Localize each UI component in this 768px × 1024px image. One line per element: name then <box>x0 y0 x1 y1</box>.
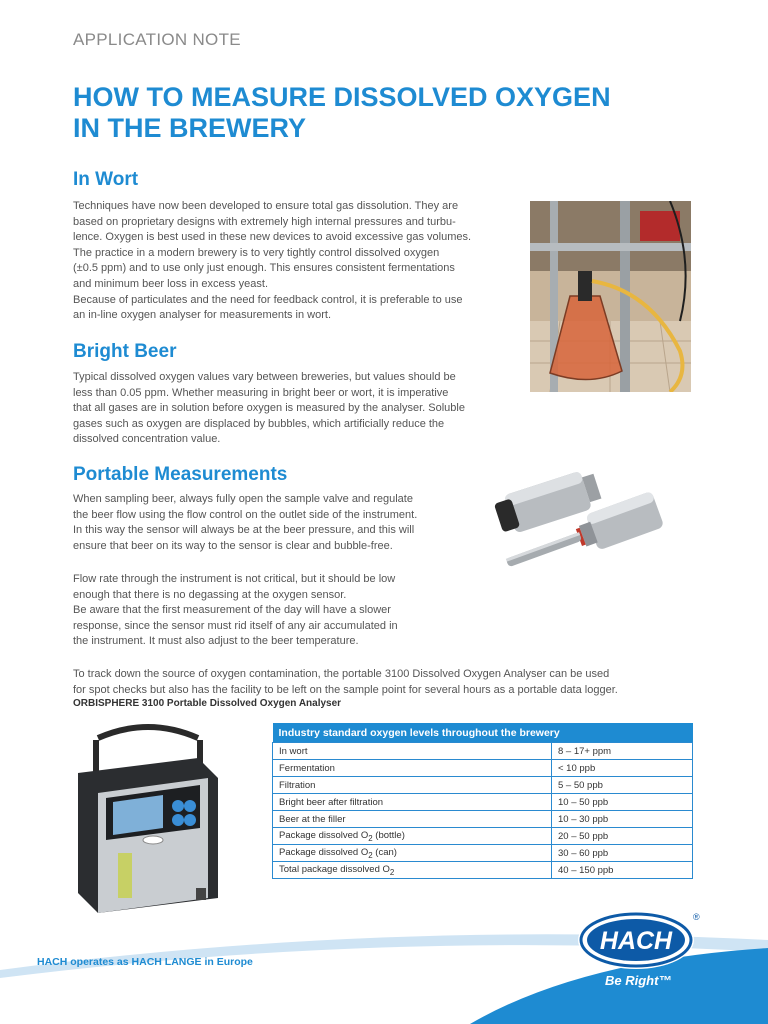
text-line: response, since the sensor must rid itself of any air accumulated in <box>73 619 398 632</box>
paragraph-bright-beer <box>73 370 513 448</box>
table-header-row <box>273 723 693 743</box>
oxygen-sensor-photo <box>480 450 690 570</box>
value-cell: 20 – 50 ppb <box>552 828 693 845</box>
subscript: 2 <box>368 850 373 860</box>
figure-caption: ORBISPHERE 3100 Portable Dissolved Oxygen Analyser <box>73 698 342 709</box>
heading-in-wort: In Wort <box>73 169 139 190</box>
text-line: Flow rate through the instrument is not critical, but it should be low <box>73 573 396 585</box>
value-cell: 10 – 50 ppb <box>552 794 693 811</box>
title-line-2: IN THE BREWERY <box>73 113 307 143</box>
stage-text: Package dissolved O <box>279 846 369 858</box>
table-row <box>273 828 693 845</box>
analyser-device-photo <box>68 718 228 918</box>
paragraph-portable-b <box>73 572 473 650</box>
stage-suffix: (can) <box>372 846 397 858</box>
table-header: Industry standard oxygen levels throughout the brewery <box>273 723 693 743</box>
value-cell: 40 – 150 ppb <box>552 862 693 879</box>
value-cell: 5 – 50 ppb <box>552 777 693 794</box>
registered-mark: ® <box>693 912 700 922</box>
text-line: that all gases are in solution before oxygen is measured by the analyser. Soluble <box>73 402 465 415</box>
stage-cell: Beer at the filler <box>273 811 552 828</box>
text-line: enough that there is no degassing at the oxygen sensor. <box>73 588 347 601</box>
document-label: APPLICATION NOTE <box>73 30 241 49</box>
table-row <box>273 794 693 811</box>
text-line: In this way the sensor will always be at the beer pressure, and this will <box>73 524 415 537</box>
hach-logo <box>576 908 700 972</box>
subscript: 2 <box>368 833 373 843</box>
stage-text: Package dissolved O <box>279 829 369 841</box>
text-line: Typical dissolved oxygen values vary between breweries, but values should be <box>73 371 456 383</box>
text-line: dissolved concentration value. <box>73 433 221 446</box>
text-line: based on proprietary designs with extremely high internal pressures and turbu- <box>73 215 456 228</box>
text-line: Techniques have now been developed to ensure total gas dissolution. They are <box>73 200 459 212</box>
stage-cell: Fermentation <box>273 760 552 777</box>
text-line: the instrument. It must also adjust to the beer temperature. <box>73 635 359 648</box>
text-line: and minimum beer loss in excess yeast. <box>73 277 269 290</box>
text-line: the beer flow using the flow control on the outlet side of the instrument. <box>73 508 418 521</box>
heading-bright-beer: Bright Beer <box>73 341 177 362</box>
value-cell: 8 – 17+ ppm <box>552 743 693 760</box>
text-line: To track down the source of oxygen contamination, the portable 3100 Dissolved Oxygen Analyser can be used <box>73 668 610 680</box>
wort-sampling-photo <box>530 201 691 392</box>
text-line: When sampling beer, always fully open the sample valve and regulate <box>73 493 413 505</box>
stage-cell: Bright beer after filtration <box>273 794 552 811</box>
logo-text: HACH <box>599 927 673 955</box>
tagline: Be Right™ <box>605 973 672 988</box>
value-cell: 10 – 30 ppb <box>552 811 693 828</box>
subscript: 2 <box>389 867 395 877</box>
table-row <box>273 811 693 828</box>
stage-cell <box>273 845 552 862</box>
stage-cell: Filtration <box>273 777 552 794</box>
text-line: an in-line oxygen analyser for measurements in wort. <box>73 309 332 322</box>
footer-note: HACH operates as HACH LANGE in Europe <box>37 956 253 968</box>
text-line: ensure that beer on its way to the sensor is clear and bubble-free. <box>73 539 393 552</box>
paragraph-portable-a <box>73 492 473 554</box>
table-row <box>273 845 693 862</box>
value-cell: 30 – 60 ppb <box>552 845 693 862</box>
text-line: Because of particulates and the need for feedback control, it is preferable to use <box>73 293 463 306</box>
page-title <box>73 82 713 144</box>
heading-portable-measurements: Portable Measurements <box>73 464 288 485</box>
stage-suffix: (bottle) <box>372 829 405 841</box>
title-line-1: HOW TO MEASURE DISSOLVED OXYGEN <box>73 82 611 112</box>
text-line: gases such as oxygen are displaced by bubbles, which artificially reduce the <box>73 417 445 430</box>
stage-text: Total package dissolved O <box>279 863 390 875</box>
table-row <box>273 777 693 794</box>
table-row <box>273 760 693 777</box>
text-line: less than 0.05 ppm. Whether measuring in bright beer or wort, it is imperative <box>73 386 449 399</box>
stage-cell <box>273 828 552 845</box>
text-line: lence. Oxygen is best used in these new devices to avoid excessive gas volumes. <box>73 231 472 244</box>
text-line: for spot checks but also has the facility to be left on the sample point for several hours as a portable data logger. <box>73 683 618 696</box>
text-line: The practice in a modern brewery is to very tightly control dissolved oxygen <box>73 246 440 259</box>
stage-cell: In wort <box>273 743 552 760</box>
stage-cell <box>273 862 552 879</box>
value-cell: < 10 ppb <box>552 760 693 777</box>
table-row <box>273 743 693 760</box>
text-line: (±0.5 ppm) and to use only just enough. This ensures consistent fermentations <box>73 262 455 275</box>
table-row <box>273 862 693 879</box>
text-line: Be aware that the first measurement of the day will have a slower <box>73 604 391 617</box>
oxygen-levels-table <box>272 723 693 879</box>
paragraph-in-wort <box>73 199 513 324</box>
paragraph-portable-c <box>73 667 713 698</box>
